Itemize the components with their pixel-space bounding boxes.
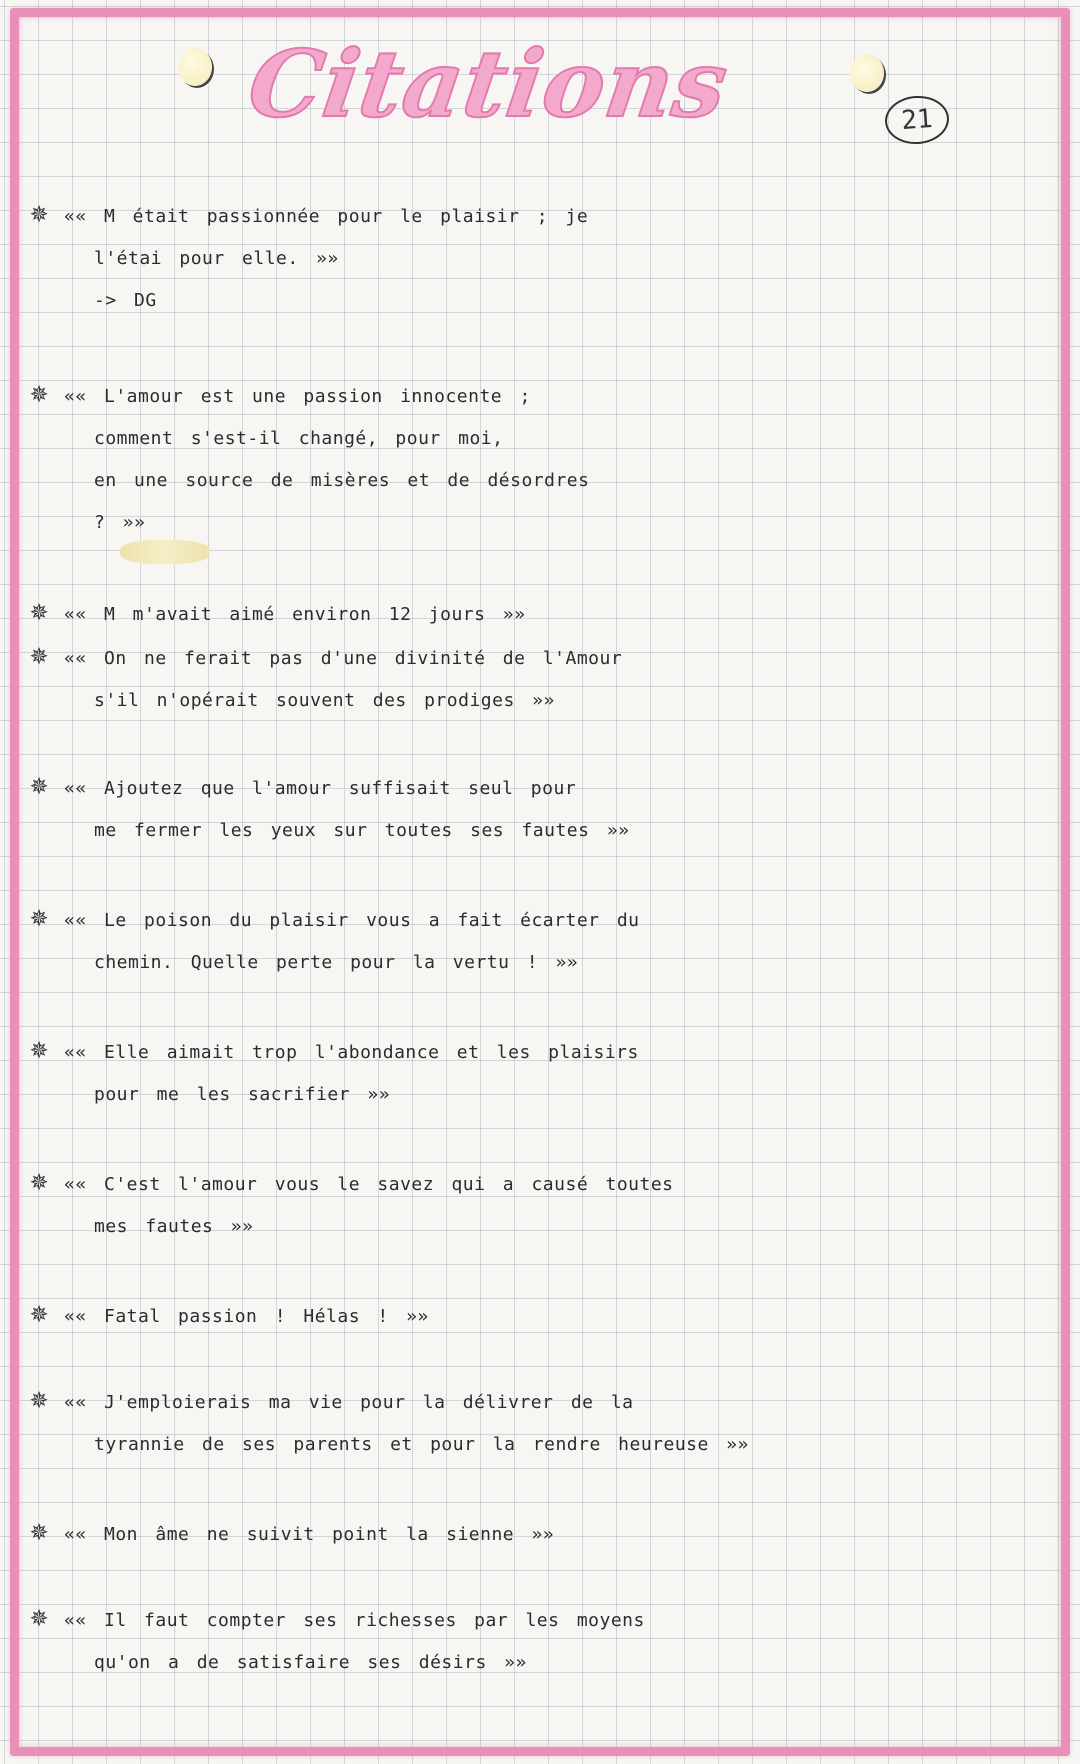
star-bullet-icon: ✵ [30,1295,49,1330]
quote-line: «« Il faut compter ses richesses par les moyens [64,1610,645,1631]
quote-item [30,1292,1040,1338]
quote-line: l'étai pour elle. »» [94,248,339,269]
quote-line: qu'on a de satisfaire ses désirs »» [94,1652,527,1673]
quote-line: comment s'est-il changé, pour moi, [94,428,504,449]
quote-line: «« L'amour est une passion innocente ; [64,386,531,407]
quote-item [30,1378,1040,1466]
punch-hole-right-icon [850,54,884,92]
star-bullet-icon: ✵ [30,375,49,410]
page-number: 21 [883,94,950,146]
quote-line: en une source de misères et de désordres [94,470,590,491]
quote-item [30,372,1040,544]
quote-item [30,1510,1040,1556]
quote-line: «« Le poison du plaisir vous a fait écarter du [64,910,640,931]
quote-item [30,764,1040,852]
quote-line: «« Mon âme ne suivit point la sienne »» [64,1524,555,1545]
quote-line: ? »» [94,512,146,533]
quote-line: «« J'emploierais ma vie pour la délivrer de la [64,1392,634,1413]
quote-line: «« M m'avait aimé environ 12 jours »» [64,604,526,625]
star-bullet-icon: ✵ [30,593,49,628]
quote-line: «« On ne ferait pas d'une divinité de l'Amour [64,648,623,669]
quote-item [30,1028,1040,1116]
star-bullet-icon: ✵ [30,1031,49,1066]
star-bullet-icon: ✵ [30,1599,49,1634]
quote-item [30,192,1040,322]
quote-item [30,634,1040,722]
quote-line: chemin. Quelle perte pour la vertu ! »» [94,952,579,973]
correction-blot [120,540,210,564]
quote-line: -> DG [94,290,157,311]
quote-line: «« Fatal passion ! Hélas ! »» [64,1306,429,1327]
star-bullet-icon: ✵ [30,1513,49,1548]
quote-line: «« Elle aimait trop l'abondance et les plaisirs [64,1042,639,1063]
punch-hole-left-icon [178,48,212,86]
star-bullet-icon: ✵ [30,195,49,230]
quote-line: «« Ajoutez que l'amour suffisait seul pour [64,778,577,799]
quote-item [30,1596,1040,1684]
quote-line: mes fautes »» [94,1216,254,1237]
quote-line: «« M était passionnée pour le plaisir ; je [64,206,589,227]
quote-line: tyrannie de ses parents et pour la rendre heureuse »» [94,1434,749,1455]
quote-item [30,1160,1040,1248]
quote-line: «« C'est l'amour vous le savez qui a causé toutes [64,1174,674,1195]
quote-item [30,896,1040,984]
page-title: Citations [242,30,735,138]
star-bullet-icon: ✵ [30,899,49,934]
star-bullet-icon: ✵ [30,1163,49,1198]
star-bullet-icon: ✵ [30,767,49,802]
star-bullet-icon: ✵ [30,637,49,672]
quote-line: s'il n'opérait souvent des prodiges »» [94,690,555,711]
quote-line: me fermer les yeux sur toutes ses fautes »» [94,820,630,841]
quote-line: pour me les sacrifier »» [94,1084,391,1105]
star-bullet-icon: ✵ [30,1381,49,1416]
quote-item [30,590,1040,636]
